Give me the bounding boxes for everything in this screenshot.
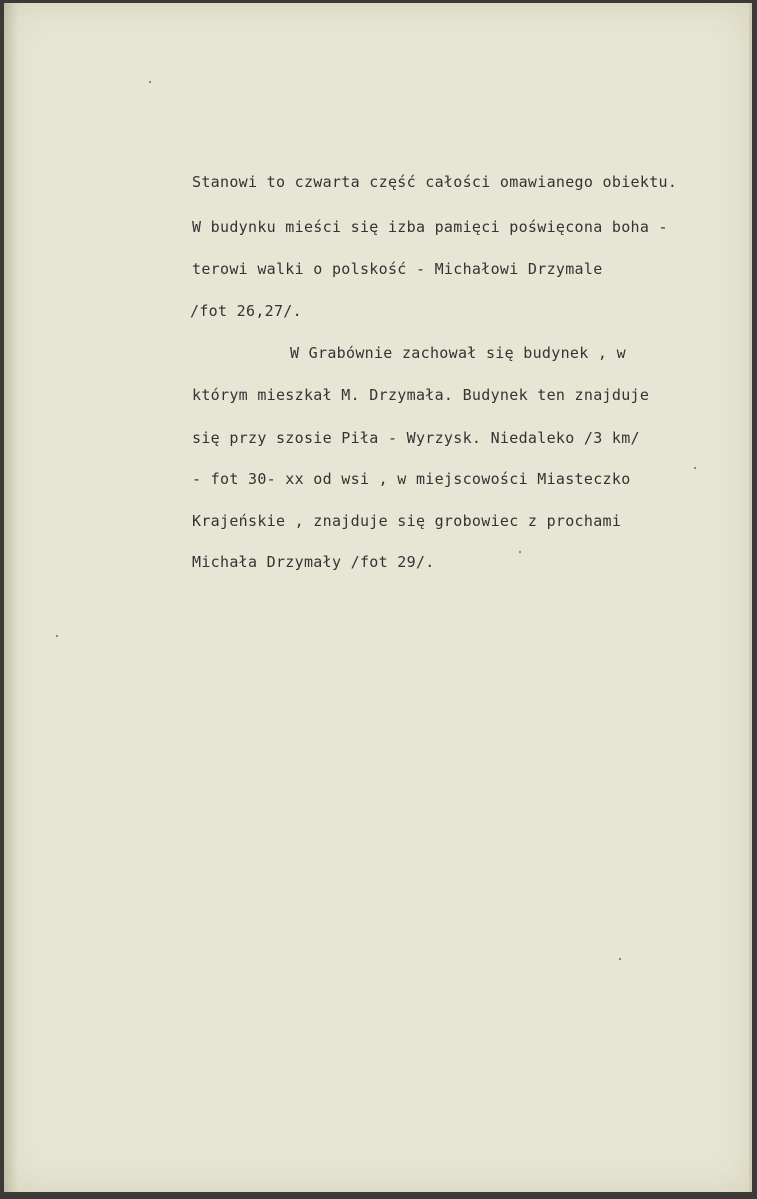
typed-text (4, 3, 752, 1192)
text-line-2: W budynku mieści się izba pamięci poświęcona boha - (192, 218, 668, 236)
document-page (4, 3, 752, 1192)
text-line-6: którym mieszkał M. Drzymała. Budynek ten znajduje (192, 386, 650, 404)
text-line-1: Stanowi to czwarta część całości omawianego obiektu. (192, 173, 678, 191)
ink-speck (694, 467, 696, 469)
text-line-8: - fot 30- xx od wsi , w miejscowości Miasteczko (192, 470, 631, 488)
ink-speck (56, 635, 58, 637)
text-line-3: terowi walki o polskość - Michałowi Drzymale (192, 260, 603, 278)
text-line-9: Krajeńskie , znajduje się grobowiec z prochami (192, 512, 622, 530)
text-line-7: się przy szosie Piła - Wyrzysk. Niedaleko /3 km/ (192, 429, 640, 447)
text-line-5: W Grabównie zachował się budynek , w (290, 344, 626, 362)
ink-speck (519, 551, 521, 553)
ink-speck (619, 958, 621, 960)
text-line-10: Michała Drzymały /fot 29/. (192, 553, 435, 571)
text-line-4: /fot 26,27/. (190, 302, 302, 320)
ink-speck (149, 81, 151, 83)
